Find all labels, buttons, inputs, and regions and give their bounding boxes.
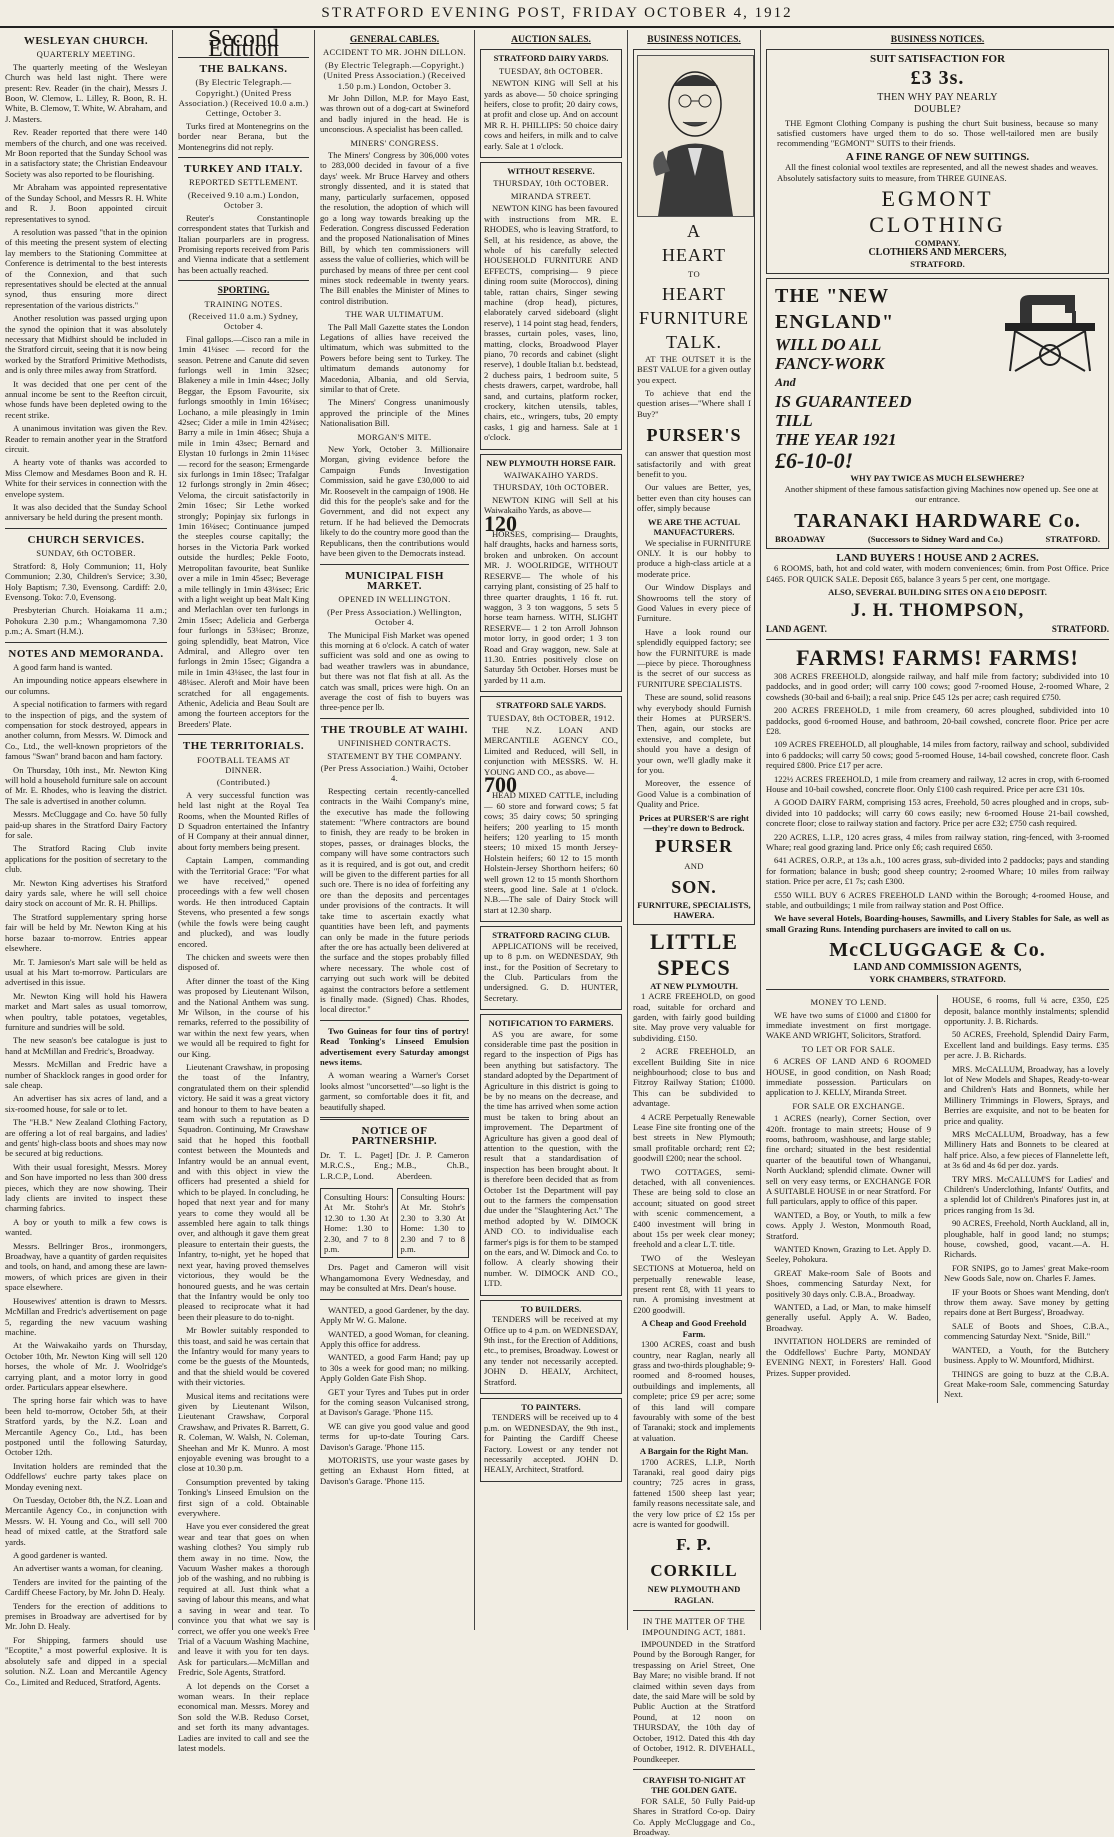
- fish-subheading: OPENED IN WELLINGTON.: [338, 594, 451, 605]
- note: On Tuesday, October 8th, the N.Z. Loan and Mercantile Agency Co., in conjunction with Messrs. W. H. Young and Co., will sell 700 head of mixed cattle, at the Stratford sale yards.: [5, 1495, 167, 1547]
- note: An advertiser wants a woman, for cleaning.: [13, 1563, 163, 1574]
- property-listing: 1700 ACRES, L.I.P., North Taranaki, real good dairy pigs country; 725 acres in grass, fattened 1500 sheep last year; family reasons necessitate sale, and the very low price of £2 15s per acre is wanted for goodwill.: [633, 1456, 755, 1529]
- new-england-line: THE YEAR 1921: [775, 430, 897, 450]
- new-england-line: FANCY-WORK: [775, 354, 885, 374]
- classified-ad: FOR SNIPS, go to James' great Make-room New Goods Sale, now on. Charles F. James.: [944, 1262, 1109, 1284]
- sporting-heading: SPORTING.: [217, 286, 270, 297]
- dairy-yards-date: TUESDAY, 8th OCTOBER.: [498, 65, 604, 76]
- thompson-name: J. H. THOMPSON,: [850, 599, 1025, 621]
- note: The new season's bee catalogue is just to hand at McMillan and Fredric's, Broadway.: [5, 1035, 167, 1056]
- purser-and: AND: [684, 861, 704, 872]
- ad-paragraph: We specialise in FURNITURE ONLY. It is our hobby to produce a high-class article at a moderate price.: [637, 537, 751, 579]
- services-date: SUNDAY, 6th OCTOBER.: [36, 548, 136, 559]
- wesleyan-heading: WESLEYAN CHURCH.: [23, 35, 149, 47]
- morgan-subheading: MORGAN'S MITE.: [357, 431, 432, 442]
- manufacturers-line: WE ARE THE ACTUAL MANUFACTURERS.: [647, 516, 741, 538]
- hardware-broadway: BROADWAY: [775, 533, 826, 544]
- classified-ad: WE can give you good value and good terms for up-to-date Touring Cars. Davison's Garage. 'Phone 115.: [320, 1420, 469, 1452]
- classified-ad: WE have two sums of £1000 and £1800 for immediate investment on first mortgage. WAKE AND WRIGHT, Solicitors, Stratford.: [766, 1009, 931, 1041]
- classified-ad: WANTED, a good Farm Hand; pay up to 30s a week for good man; no milking. Apply Golden Gate Fish Shop.: [320, 1352, 469, 1384]
- article-paragraph: A hearty vote of thanks was accorded to Miss Clemow and Mesdames Boon and R. H. White for their services in connection with the envelope system.: [5, 457, 167, 499]
- church-services-heading: CHURCH SERVICES.: [27, 533, 145, 546]
- article-paragraph: The quarterly meeting of the Wesleyan Church was held last night. There were present: Rev. Reader (in the chair), Messrs J. Boon, W. Clemow, L. Lilley, R. Boon, R. H. White, B. Clemow, T. White, W. Abraham, and J. Masters.: [5, 61, 167, 124]
- auction-heading: AUCTION SALES.: [511, 35, 591, 45]
- new-england-line: And: [775, 375, 796, 390]
- business-notices-heading-2: BUSINESS NOTICES.: [890, 35, 985, 45]
- note: With their usual foresight, Messrs. Morey and Son have imported no less than 300 dress pieces, which they are now showing. Their lady clients are invited to inspect these charming fabrics.: [5, 1161, 167, 1214]
- classified-ad: INVITATION HOLDERS are reminded of the Oddfellows' Euchre Party, MONDAY EVENING NEXT, in Foresters' Hall. Good Prizes. Supper provided.: [766, 1336, 931, 1378]
- without-reserve-text: NEWTON KING has been favoured with instructions from MR. E. RHODES, who is leaving Stratford, to Sell, at his residence, as above, the whole of his carefully selected HOUSEHOLD FURNITURE AND EFFECTS, comprising— 9 piece dining room suite (Moroccos), dining table, rattan chairs, Singer sewing machine (drop head), pictures, elaborately carved sideboard (slight reserve), 1 14 point stag head, fenders, brasses, curtain poles, vases, lino, matting, clocks, Broadwood Player piano, 70 records and cabinet (slight reserve), 1 double Italian b.t. bedstead, 2 duchess pairs, 1 bedroom suite, 5 chests drawers, carpet, wardrobe, hall sand, and curtains, platform rocker, crockery, kitchen utensils, tables, chairs, etc., wringers, tubs, 20 empty casks, 1 gig and harness. Sale at 1 o'clock.: [484, 203, 618, 443]
- article-paragraph: New York, October 3. Millionaire Morgan, giving evidence before the Campaign Funds Investigation Commission, said he gave £30,000 to aid Mr. Roosevelt in the campaign of 1908. He did this for the people's sake and for the Government, and did not expect any return. If he had believed the Democrats likely to do the country more good than the Republicans, then the contributions would have been given to the Democrats instead.: [320, 444, 469, 559]
- note: An advertiser has six acres of land, and a six-roomed house, for sale or to let.: [5, 1093, 167, 1114]
- consulting-hours-cameron: Consulting Hours: At Mr. Stohr's 2.30 to 3.30 At Home: 1.30 to 2.30 and 7 to 8 p.m.: [397, 1188, 470, 1258]
- ad-paragraph: These are sound, solid reasons why everybody should Furnish their Homes at PURSER'S. Then, again, our stocks are extensive, and complete, but should you have a design of your own, we'll gladly make it for you.: [637, 692, 751, 776]
- sale-yards-text: HEAD MIXED CATTLE, including— 60 store and forward cows; 5 fat cows; 35 dairy cows; 50 springing heifers; 200 yearling to 15 month heifers; 120 yearling to 15 month steers; 10 mixed 15 month Jersey-Holstein heifers; 60 12 to 15 month Holstein-Jersey Shorthorn heifers; 60 well grown 12 to 15 month Shorthorn steers, good line. Sale at 1 o'clock. N.B.—The sale of Dairy Stock will start at 12.30 sharp.: [484, 790, 618, 915]
- column-1: [0, 30, 172, 1687]
- note: Housewives' attention is drawn to Messrs. McMillan and Fredric's advertisement on page 5, regarding the new vacuum washing machine.: [5, 1295, 167, 1337]
- clothing-name: CLOTHING: [869, 212, 1006, 238]
- note: The "H.B." New Zealand Clothing Factory, are offering a lot of real bargains, and ladies' and gents' high-class boots and shoes may now be secured at big reductions.: [5, 1117, 167, 1159]
- ad-paragraph: Our values are Better, yes, better even than city houses can offer, simply because: [637, 482, 751, 514]
- column-3: [314, 30, 474, 1630]
- classifieds-right: [937, 995, 1109, 1403]
- note: For Shipping, farmers should use "Ecoptite," a most powerful explosive. It is absolutely safe and dipped in a special solution. N.Z. Loan and Mercantile Agency Co., Limited and Reduced, Stratford, Agents.: [5, 1634, 167, 1687]
- classified-ad: 6 ACRES OF LAND AND 6 ROOMED HOUSE, in good condition, on Nash Road; immediate possession. Particulars on application to J. KELLY, Miranda Street.: [766, 1056, 931, 1098]
- thompson-stratford: STRATFORD.: [1051, 623, 1109, 634]
- suit-text-2: All the finest colonial wool textiles are represented, and all the newest shades and weaves. Absolutely satisfactory suits to measure, from THREE GUINEAS.: [777, 162, 1098, 183]
- sale-yards-title: STRATFORD SALE YARDS.: [496, 700, 606, 711]
- note: Messrs. Bellringer Bros., ironmongers, Broadway, have a quantity of garden requisites and tools, on hand, and among these are lawn-mowers, of which prices are given in their space elsewhere.: [5, 1240, 167, 1293]
- suitings-line: A FINE RANGE OF NEW SUITINGS.: [845, 150, 1030, 163]
- farm-listing: 641 ACRES, O.R.P., at 13s a.h., 100 acres grass, sub-divided into 2 paddocks; pays and standing for formation; balance in bush; good sheep country; 2-roomed Whare; 10 miles from railway station. Price per acre, £1 7s; cash £300.: [766, 855, 1109, 887]
- land-buyers-text: 6 ROOMS, bath, hot and cold water, with modern conveniences; 6min. from Post Office. Price £465. FOR QUICK SALE. Deposit £65, balance 3 years 5 per cent, one mortgage.: [766, 563, 1109, 584]
- classified-ad: TRY MRS. McCALLUM'S for Ladies' and Children's Underclothing, Infants' Outfits, and a splendid lot of Children's Pinafores just in, at prices ranging from 1s 3d.: [944, 1173, 1109, 1215]
- note: Messrs. McMillan and Fredric have a number of Shacklock ranges in good order for sale cheap.: [5, 1059, 167, 1090]
- turkey-heading: TURKEY AND ITALY.: [184, 163, 303, 176]
- article-paragraph: Reuter's Constantinople correspondent states that Turkish and Italian pourparlers are in progress. Promising reports received from Paris and Vienna indicate that a settlement has been actually reached.: [178, 212, 309, 275]
- dairy-yards-text: NEWTON KING will Sell at his yards as above— 50 choice springing heifers, close to profit; 20 dairy cows, at profit and close up. And on account MR R. H. PHILLIPS: 50 choice dairy cows and heifers, in milk and to calve early. Sale at 1 o'clock.: [484, 78, 618, 151]
- property-listing: 2 ACRE FREEHOLD, an excellent Building Site in nice neighbourhood; close to bus and Fitzroy Railway Station; £1000. This can be subdivided to advantage.: [633, 1046, 755, 1109]
- article-paragraph: The chicken and sweets were then disposed of.: [178, 951, 309, 973]
- corkill-name: F. P. CORKILL: [650, 1535, 738, 1581]
- new-england-line: IS GUARANTEED: [775, 392, 912, 412]
- new-england-text: Another shipment of these famous satisfaction giving Machines now opened up. See one at our entrance.: [784, 483, 1099, 505]
- cattle-count: 700: [484, 772, 517, 797]
- classified-ad: GET your Tyres and Tubes put in order for the coming season Vulcanised strong, at Davison's Garage. 'Phone 115.: [320, 1386, 469, 1418]
- exchange-heading: FOR SALE OR EXCHANGE.: [792, 1100, 905, 1111]
- turkey-source: (Received 9.10 a.m.) London, October 3.: [187, 189, 300, 211]
- fish-market-heading: MUNICIPAL FISH MARKET.: [345, 569, 444, 592]
- farmers-title: NOTIFICATION TO FARMERS.: [488, 1018, 614, 1029]
- new-england-line: WILL DO ALL: [775, 335, 882, 355]
- farm-listing: 200 ACRES FREEHOLD, 1 mile from creamery, 60 acres ploughed, subdivided into 10 paddocks, good 6-roomed House, and bathroom, 20-bail cowshed, concrete floor. Price per acre £28.: [766, 705, 1109, 736]
- territorials-subheading: FOOTBALL TEAMS AT DINNER.: [197, 754, 290, 775]
- article-paragraph: Lieutenant Crawshaw, in proposing the toast of the Infantry, congratulated them on their splendid victory. He said it was a great victory and honour to them to have beaten a team with such a reputation as D Squadron. Continuing, Mr Crawshaw said that he hoped this football contest between the Mounteds and Infantry would be an annual event, and with this object in view the officers had presented a shield for which to be played. In concluding, he hoped that next year and for many years to come they would all be assembled here again to talk things over, and although it gave them great pleasure to entertain their guests, the Infantry, to-night, yet he hoped that next year, having proved themselves victorious, they would be the honoured guests, and he was certain that the Infantry would be only too pleased to reciprocate what it had been their pleasure to do to-night.: [178, 1061, 309, 1322]
- ad-paragraph: Have a look round our splendidly equipped factory; see how the FURNITURE is made—piece by piece. Thoroughness is the secret of our success as FURNITURE SPECIALISTS.: [637, 626, 751, 689]
- article-paragraph: The Miners' Congress by 306,000 votes to 283,000 decided in favour of a five days' week. Mr Bruce Harvey and others strongly dissented, and it is stated that many, particularly surfacemen, opposed the resolution, the adoption of which will go a long way towards breaking up the Federation. Congress discussed Federation and the proposed Nationalisation of Mines Bill, by which ten commissioners will assess the value of collieries, which will be purchased by means of three per cent cool mines stock redeemable in twenty years. The Bill enables the Minister of Mines to control distribution.: [320, 150, 469, 306]
- impounding-title: IN THE MATTER OF THE IMPOUNDING ACT, 1881.: [642, 1616, 746, 1637]
- classified-ad: WANTED, a good Gardener, by the day. Apply Mr W. G. Malone.: [320, 1304, 469, 1326]
- article-paragraph: Captain Lampen, commanding with the Territorial Grace: "For what we have received," opened proceedings with a few well chosen words. He then introduced Captain Stevens, who presented a few songs (while the fowls were being caught and plucked), and was loudly encored.: [178, 855, 309, 949]
- ad-paragraph: can answer that question most satisfactorily and with great benefit to you.: [637, 448, 751, 480]
- farm-listing: 122½ ACRES FREEHOLD, 1 mile from creamery and railway, 12 acres in crop, with 6-roomed House and 10-bail cowshed, concrete floor. Only £100 cash required. Price per acre £31 10s.: [766, 773, 1109, 794]
- cheap-farm-heading: A Cheap and Good Freehold Farm.: [641, 1318, 747, 1339]
- building-sites-line: ALSO, SEVERAL BUILDING SITES ON A £10 DEPOSIT.: [828, 587, 1047, 598]
- column-5: [627, 30, 760, 1837]
- painters-text: TENDERS will be received up to 4 p.m. on WEDNESDAY, the 9th inst., for Painting the Cardiff Cheese Factory. Lowest or any tender not necessarily accepted. JOHN D. HEALY, Architect, Stratford.: [484, 1412, 618, 1475]
- sewing-machine-illustration: [1000, 283, 1100, 373]
- property-listing: TWO of the Wesleyan SECTIONS at Motueroa, held on perpetually renewable lease, present rent £8, with 11 years to run. A promising investment at £200 goodwill.: [633, 1252, 755, 1315]
- horse-fair-lead: NEWTON KING will Sell at his Waiwakaiho Yards, as above—: [484, 494, 618, 516]
- sale-yards-date: TUESDAY, 8th OCTOBER, 1912.: [487, 712, 615, 723]
- article-paragraph: It was decided that one per cent of the annual income be sent to the Reefton circuit, whose funds have been depleted owing to the recent strike.: [5, 378, 167, 420]
- article-paragraph: Mr Bowler suitably responded to this toast, and said he was certain that the Infantry would for many years to come be the guests of the Mounteds, and that the shield would be covered with their victories.: [178, 1325, 309, 1388]
- purser-signature: PURSER: [654, 836, 733, 857]
- farm-listing: 220 ACRES, L.I.P., 120 acres grass, 4 miles from railway station, ring-fenced, with 3-roomed Whare; real good grazing land. Price only £6; cash required £650.: [766, 831, 1109, 853]
- masthead: STRATFORD EVENING POST, FRIDAY OCTOBER 4, 1912: [0, 0, 1114, 28]
- note: Mr. Newton King advertises his Stratford dairy yards sale, where he will sell choice dairy stock on account of Mr. R. H. Phillips.: [5, 877, 167, 909]
- hawera: HAWERA.: [673, 910, 715, 921]
- ad-paragraph: AT THE OUTSET it is the BEST VALUE for a given outlay you expect.: [637, 353, 751, 385]
- farmers-text: AS you are aware, for some considerable time past the position in regard to the inspection of Pigs has been anything but satisfactory. The standard adopted by the Department of Agriculture in this district is going to be by no means on the decrease, and the time has arrived when some action must be taken to bring about an improvement. The Department of Agriculture has given a good deal of attention to the question, with the result that a standardisation of inspection has been brought about. It is therefore been decided that as from October 1st the Department will pay out to the farmers the compensation due under the "Slaughtering Act." The method adopted by W. DIMOCK AND CO. to individualise each farmer's pigs is for them to be stamped on the ears, and W. Dimock and Co. to follow. A clearly showing their number. W. DIMOCK AND CO., LTD.: [484, 1028, 618, 1289]
- talk-word: TALK.: [665, 331, 723, 352]
- article-paragraph: Mr John Dillon, M.P. for Mayo East, was thrown out of a dog-cart at Swineford and badly injured in the head. He is unconscious. A specialist has been called.: [320, 93, 469, 135]
- classified-ad: WANTED, a Boy, or Youth, to milk a few cows. Apply J. Weston, Monmouth Road, Stratford.: [766, 1209, 931, 1241]
- farm-listing: £550 WILL BUY 6 ACRES FREEHOLD LAND within the Borough; 4-roomed House, and stable, and outbuildings; 1 mile from railway station and Post Office.: [766, 889, 1109, 911]
- note: The Stratford Racing Club invite applications for the position of secretary to the club.: [5, 843, 167, 875]
- miners-subheading: MINERS' CONGRESS.: [350, 137, 439, 148]
- sale-yards-lead: THE N.Z. LOAN AND MERCANTILE AGENCY CO., Limited and Reduced, will Sell, in conjunction with MESSRS. W. H. YOUNG AND CO., as above—: [484, 724, 618, 777]
- note: Messrs. McCluggage and Co. have 50 fully paid-up shares in the Stratford Dairy Factory for sale.: [5, 809, 167, 841]
- dairy-yards-title: STRATFORD DAIRY YARDS.: [493, 53, 609, 64]
- classified-ad: MRS. McCALLUM, Broadway, has a lovely lot of New Models and Shapes, Ready-to-wear and Children's Hats and Bonnets, while her Millinery Trimmings in Flowers, Sprays, and Berries are exquisite, and not to be beaten for price and quality.: [944, 1063, 1109, 1126]
- partnership-heading: NOTICE OF PARTNERSHIP.: [351, 1125, 438, 1148]
- mccluggage-agents: LAND AND COMMISSION AGENTS,: [853, 962, 1022, 974]
- note: The Stratford supplementary spring horse fair will be held by Mr. Newton King at his horse bazaar to-morrow. Entries appear elsewhere.: [5, 911, 167, 954]
- suit-line: SUIT SATISFACTION FOR: [869, 53, 1006, 66]
- egmont-stratford: STRATFORD.: [910, 258, 965, 269]
- builders-title: TO BUILDERS.: [520, 1303, 582, 1314]
- crayfish-ad: CRAYFISH TO-NIGHT AT THE GOLDEN GATE.: [642, 1774, 746, 1796]
- without-reserve-date: THURSDAY, 10th OCTOBER.: [493, 178, 609, 189]
- classified-ad: WANTED, a good Woman, for cleaning. Apply this office for address.: [320, 1328, 469, 1349]
- article-paragraph: Mr Abraham was appointed representative of the Sunday School, and Messrs R. H. White and R. J. Boon appointed circuit representatives to synod.: [5, 182, 167, 224]
- new-england-price: £6-10-0!: [775, 448, 854, 474]
- specs-word: SPECS: [657, 954, 731, 980]
- column-6: [760, 30, 1114, 1630]
- note: At the Waiwakaiho yards on Thursday, October 10th, Mr. Newton King will sell 120 horses, the whole of Mr. J. Woolridge's carrying plant, and a motor lorry in good order. Particulars appear elsewhere.: [5, 1340, 167, 1392]
- note: Tenders for the erection of additions to premises in Broadway are advertised for by Mr. John D. Healy.: [5, 1600, 167, 1632]
- property-listing: 1300 ACRES, coast and bush country, near Raglan, nearly all grass and two-thirds ploughable; 9-roomed and 8-roomed houses, outbuildings and implements, all complete; price £9 per acre; some of this land will compare favourably with some of the best of Taranaki; stock and implements at valuation.: [633, 1339, 755, 1443]
- classified-ad: 90 ACRES, Freehold, North Auckland, all in, ploughable, half in good land; no stumps; house, cowshed, good, vacant.—A. H. Richards.: [944, 1218, 1109, 1260]
- hardware-stratford: STRATFORD.: [1045, 533, 1100, 544]
- note: Mr. T. Jamieson's Mart sale will be held as usual at his Mart to-morrow. Particulars are advertised in this issue.: [5, 956, 167, 988]
- note: Mr. Newton King will hold his Hawera market and Mart sales as usual tomorrow, when poultry, table potatoes, vegetables, furniture and sundries will be sold.: [5, 990, 167, 1032]
- egmont-name: EGMONT: [881, 186, 994, 212]
- ad-paragraph: Our Window Displays and Showrooms tell the story of Good Values in every piece of Furniture.: [637, 582, 751, 624]
- property-listing: TWO COTTAGES, semi-detached, with all conveniences. These are being sold to close an account; situated on good street with scenic commencement, a £400 investment will bring in about 15s per week clear money; freehold and a clear L.T. title.: [633, 1166, 755, 1250]
- mccluggage-address: YORK CHAMBERS, STRATFORD.: [869, 973, 1006, 984]
- without-reserve-place: MIRANDA STREET.: [510, 190, 592, 201]
- territorials-heading: THE TERRITORIALS.: [182, 740, 305, 753]
- little-word: LITTLE: [650, 928, 738, 954]
- racing-club-title: STRATFORD RACING CLUB.: [492, 930, 610, 941]
- bargain-heading: A Bargain for the Right Man.: [639, 1446, 749, 1457]
- note: A good farm hand is wanted.: [13, 661, 113, 672]
- waihi-statement: STATEMENT BY THE COMPANY.: [327, 750, 462, 761]
- farm-listing: We have several Hotels, Boarding-houses, Sawmills, and Livery Stables for Sale, as well as small Grazing Runs. Intending purchasers are invited to call on us.: [766, 913, 1109, 934]
- article-paragraph: Musical items and recitations were given by Lieutenant Wilson, Lieutenant Crawshaw, Corporal Crawshaw, and Privates R. Barrett, G. R. Coleman, W. Walsh, N. Coleman, Sheehan and Mr K. Munro. A most enjoyable evening was brought to a close at 10.30 p.m.: [178, 1390, 309, 1474]
- balkans-heading: THE BALKANS.: [199, 62, 288, 75]
- horse-count: 120: [484, 510, 517, 536]
- farm-listing: 308 ACRES FREEHOLD, alongside railway, and half mile from factory; subdivided into 10 paddocks, and in good order; will carry 100 cows; good 7-roomed House, 2-roomed Whare, 2 cowsheds (30-bail and 6-bail); a real snip. Price £45 12s per acre; cash required £750.: [766, 670, 1109, 702]
- consulting-hours-paget: Consulting Hours: At Mr. Stohr's 12.30 to 1.30 At Home: 1.30 to 2.30, and 7 to 8 p.m.: [320, 1188, 393, 1258]
- note: A boy or youth to milk a few cows is wanted.: [5, 1216, 167, 1238]
- horse-fair-date: THURSDAY, 10th OCTOBER.: [493, 482, 609, 493]
- new-england-line: TILL: [775, 411, 813, 431]
- suit-double: DOUBLE?: [913, 104, 962, 116]
- classified-ad: HOUSE, 6 rooms, full ¼ acre, £350, £25 deposit, balance monthly instalments; splendid opportunity. J. B. Richards.: [944, 995, 1109, 1026]
- classified-ad: GREAT Make-room Sale of Boots and Shoes, commencing Saturday Next, for positively 30 days only. C.B.A., Broadway.: [766, 1267, 931, 1299]
- hardware-successors: (Successors to Sidney Ward and Co.): [867, 533, 1003, 544]
- article-paragraph: Final gallops.—Cisco ran a mile in 1min 41¼sec — record for the season. Petrene and Canute did seven furlongs well in 1min 32sec; Blakeney a mile in 1min 44sec; Jolly Beggar, the Epsom Favourite, six furlongs smoothly in 1min 16¼sec; Lochano, a mile pleasingly in 1min 42sec; Cider a mile in 1min 42¼sec; Barry a mile in 1min 46sec; Shuja a mile in 1min 43sec; Bernard and Elystan 10 furlongs in 2min 11¼sec — record for the season; Ermengarde six furlongs in 1min 18sec; Trafalgar 12 furlongs strongly in 2min 46sec; Veloma, the circuit satisfactorily in 2min 16sec; Sir Lethe worked strongly; Popinjay six furlongs in 1min 16¼sec; Continuance jumped the steeples course capitally; the horses in the Victoria Park worked outside the hurdles; Pekle Footo, Metropolitan favourite, beat Sunlike over a mile in 1min 45sec; Beverage a mile tellingly in 1min 43¼sec; Eric with a light weight up beat Malt King and Merlachlan over ten furlongs in 2min 15sec; Adelicia and Gerberga four furlongs in 53¼sec; Bronze, going splendidly, beat Matron, Vice Admiral, and Allegro over ten furlongs in 2min 15sec; Gigandra a mile in 1min 43¼sec, the last four in 48¼sec. Aleroft and Moir have been scratched for all engagements. Athenic, Adelicia and Beau Soult are among the fourteen acceptors for the Breeders' Plate.: [178, 333, 309, 729]
- classified-ad: 50 ACRES, Freehold, Splendid Dairy Farm, Excellent land and buildings. Easy terms. £35 per acre. J. B. Richards.: [944, 1029, 1109, 1061]
- notes-heading: NOTES AND MEMORANDA.: [8, 647, 164, 660]
- man-portrait-illustration: [637, 55, 754, 217]
- services-text: Stratford: 8, Holy Communion; 11, Holy Communion; 2.30, Children's Service; 3.30, Holy Baptism; 7.30, Evensong. Cardiff: 2.0, Evensong. Toko: 7.0, Evensong.: [5, 560, 167, 602]
- presbyterian-text: Presbyterian Church. Hoiakama 11 a.m.; Pohokura 2.30 p.m.; Whangamomona 7.30 p.m.; A. Smart (H.M.).: [5, 605, 167, 637]
- property-listing: 1 ACRE FREEHOLD, on good road, suitable for orchard and garden, with fairly good building site. May prove very valuable for subdividing. £150.: [633, 991, 755, 1043]
- note: A good gardener is wanted.: [13, 1550, 108, 1561]
- waihi-subheading: UNFINISHED CONTRACTS.: [337, 738, 452, 749]
- builders-text: TENDERS will be received at my Office up to 4 p.m. on WEDNESDAY, 9th inst., for the Erection of Additions, etc., to premises, Broadway. Lowest or any tender not necessarily accepted. JOHN D. HEALY, Architect, Stratford.: [484, 1314, 618, 1387]
- article-paragraph: It was also decided that the Sunday School anniversary be held during the present month.: [5, 502, 167, 523]
- horse-fair-text: HORSES, comprising— Draughts, half draughts, hacks and harness sorts, broken and unbroken. On account MR. J. WOOLRIDGE, WITHOUT RESERVE— The whole of his carrying plant, consisting of 25 half to three quarter draughts, 1 16 ft. rut. waggon, 3 3 ton waggons, 5 sets 5 horse team harness. WITH, SLIGHT RESERVE— 1 2 ton Arroll Johnson motor lorry, in good order; 1 3 ton Road and Gray waggon, new. Sale at 11.30. Entries positively close on Saturday 5th October. Horses must be yarded by 11 a.m.: [484, 529, 618, 685]
- new-england-title: THE "NEW ENGLAND": [775, 285, 895, 334]
- column-2: [172, 26, 314, 1753]
- balkans-source: (By Electric Telegraph.—Copyright.) (United Press Association.) (Received 10.0 a.m.) Cettinge, October 3.: [178, 77, 309, 119]
- cables-heading: GENERAL CABLES.: [349, 35, 440, 45]
- sporting-source: (Received 11.0 a.m.) Sydney, October 4.: [188, 310, 299, 332]
- classified-ad: 1 ACRES (nearly), Corner Section, over 420ft. frontage to main streets; House of 9 rooms, bathroom, washhouse, and large stable; fine orchard; situated in the best residential quarter of the beautiful town of Whanganui, North Auckland; splendid climate. Owner will sell on very easy terms, or EXCHANGE FOR A SUITABLE HOUSE in or near Stratford. For full particulars, apply to office of this paper.: [766, 1113, 931, 1207]
- classified-ad: THINGS are going to buzz at the C.B.A. Great Make-room Sale, commencing Saturday Next.: [944, 1368, 1109, 1400]
- corset-notice: A woman wearing a Warner's Corset looks almost "uncorsetted"—so light is the garment, so comfortable does it fit, and beautifully shaped.: [320, 1070, 469, 1112]
- furniture-specialists: FURNITURE, SPECIALISTS,: [637, 899, 751, 910]
- classified-ad: IF your Boots or Shoes want Mending, don't throw them away. Save money by getting repairs done at Bert Burgess', Broadway.: [944, 1286, 1109, 1318]
- fish-source: (Per Press Association.) Wellington, October 4.: [327, 606, 462, 628]
- farms-heading: FARMS! FARMS! FARMS!: [796, 644, 1079, 670]
- note: Tenders are invited for the painting of the Cardiff Cheese Factory, by Mr. John D. Healy.: [5, 1576, 167, 1598]
- quarterly-subheading: QUARTERLY MEETING.: [36, 49, 136, 60]
- horse-fair-place: WAIWAKAIHO YARDS.: [503, 470, 599, 481]
- waihi-heading: THE TROUBLE AT WAIHI.: [321, 723, 468, 736]
- egmont-company: COMPANY.: [914, 238, 961, 249]
- mccluggage-name: McCLUGGAGE & Co.: [829, 939, 1046, 962]
- business-notices-heading: BUSINESS NOTICES.: [647, 35, 741, 45]
- heart-word-2: HEART: [662, 283, 726, 304]
- article-paragraph: Respecting certain recently-cancelled contracts in the Waihi Company's mine, the executive has made the following statement: "Where contractors are bound to finish, they are ready to be broken in stopes, passes, or drainages blocks, the company will have some contractors such as it is required, and is got out, and credit will be given to the different parties for all such ore. There is no idea of forfeiting any ore than the deposits and percentages under provisions of the contracts. It will take time to ascertain exactly what quantities have been left, and payments can only be made in the future periods after the ore has actually been delivered at the surface and the stopes probably filled where necessary. The whole cost of carrying out such work will be debited against the contractors before a settlement is finally made. (Signed) Chas. Rhodes, local director.": [320, 785, 469, 1015]
- classified-ad: MOTORISTS, use your waste gases by getting an Exhaust Horn fitted, at Davison's Garage. 'Phone 115.: [320, 1454, 469, 1486]
- property-listing: 4 ACRE Perpetually Renewable Lease Fine site fronting one of the best streets in New Plymouth; small profitable orchard; rent £2; goodwill £200; near the school.: [633, 1111, 755, 1164]
- purser-son: SON.: [671, 876, 717, 897]
- heart-to: TO: [688, 269, 700, 280]
- article-paragraph: Consumption prevented by taking Tonking's Linseed Emulsion on the first sign of a cold. Obtainable everywhere.: [178, 1476, 309, 1519]
- suit-text: THE Egmont Clothing Company is pushing the churt Suit business, because so many satisfied customers have urged them to do so. Those well-tailored men are busily recommending "EGMONT" SUITS to their friends.: [777, 117, 1098, 149]
- note: A special notification to farmers with regard to the inspection of pigs, and the system of compensation for stock destroyed, appears in another column, from Messrs. W. Dimock and Co., Ltd., the well-known proprietors of the famous "Swan" brand bacon and ham factory.: [5, 699, 167, 762]
- classified-ad: SALE of Boots and Shoes, C.B.A., commencing Saturday Next. "Snide, Bill.": [944, 1320, 1109, 1342]
- sporting-subheading: TRAINING NOTES.: [204, 298, 283, 309]
- article-paragraph: The Miners' Congress unanimously approved the principle of the Mines Nationalisation Bill.: [320, 397, 469, 429]
- doctor-cameron: [Dr. J. P. Cameron M.B., Ch.B., Aberdeen.: [396, 1149, 469, 1181]
- classifieds-left: [766, 995, 931, 1403]
- specs-location: AT NEW PLYMOUTH.: [650, 980, 738, 991]
- ad-paragraph: To achieve that end the question arises—"Where shall I Buy?": [637, 388, 751, 419]
- suit-why: THEN WHY PAY NEARLY: [877, 91, 998, 103]
- note: Invitation holders are reminded that the Oddfellows' euchre party takes place on Monday evening next.: [5, 1460, 167, 1492]
- suit-price: £3 3s.: [910, 66, 965, 89]
- farm-listing: 109 ACRES FREEHOLD, all ploughable, 14 miles from factory, railway and school, subdivided into 6 paddocks; will carry 50 cows; good 5-roomed House, 14-bail cowshed, concrete floor. Cash required £800. Price £17 per acre.: [766, 739, 1109, 771]
- classified-ad: MRS McCALLUM, Broadway, has a few Millinery Hats and Bonnets to be cleared at half price. Also, a few pieces of Flannelette left, at 3s 6d and 4s 6d per doz. yards.: [944, 1128, 1109, 1171]
- classified-ad: WANTED Known, Grazing to Let. Apply D. Seeley, Pohokura.: [766, 1244, 931, 1265]
- without-reserve-title: WITHOUT RESERVE.: [507, 166, 595, 177]
- doctor-paget: Dr. T. L. Paget] M.R.C.S., Eng.; L.R.C.P., Lond.: [320, 1149, 393, 1181]
- territorials-source: (Contributed.): [216, 777, 271, 788]
- article-paragraph: Rev. Reader reported that there were 140 members of the church, and one was received. Mr Boon reported that the Sunday School was in a satisfactory state; the Christian Endeavour Society was also reported to be flourishing.: [5, 127, 167, 179]
- classified-ad: WANTED, a Youth, for the Butchery business. Apply to W. Mountford, Midhirst.: [944, 1344, 1109, 1366]
- article-paragraph: Turks fired at Montenegrins on the border near Berana, but the Montenegrins did not reply.: [178, 120, 309, 152]
- prize-notice: Two Guineas for four tins of portry! Read Tonking's Linseed Emulsion advertisement every Saturday amongst news items.: [320, 1025, 469, 1067]
- article-paragraph: The Pall Mall Gazette states the London Legations of allies have received the ultimatum, which was submitted to the Powers before being sent to Turkey. The ultimatum demands autonomy for Macedonia, Albania, and old Servia, similar to that of Crete.: [320, 321, 469, 394]
- article-paragraph: A lot depends on the Corset a woman wears. In their replace economical man. Messrs. Morey and Son sold the W.B. Reduso Corset, and set forth its many advantages. Ladies are invited to call and see the latest models.: [178, 1680, 309, 1753]
- egmont-clothiers: CLOTHIERS AND MERCERS,: [868, 247, 1007, 259]
- horse-fair-title: NEW PLYMOUTH HORSE FAIR.: [486, 457, 616, 468]
- painters-title: TO PAINTERS.: [521, 1401, 581, 1412]
- article-paragraph: A very successful function was held last night at the Royal Tea Rooms, when the Mounted Rifles of D Squadron entertained the Infantry of H Company at their annual dinner, about forty members being present.: [178, 789, 309, 852]
- ad-paragraph: Moreover, the essence of Good Value is a combination of Quality and Price.: [637, 778, 751, 810]
- money-heading: MONEY TO LEND.: [810, 997, 887, 1008]
- to-let-heading: TO LET OR FOR SALE.: [801, 1043, 896, 1054]
- article-paragraph: Have you ever considered the great wear and tear that goes on when washing clothes? You simply rub them away in no time. Now, the Vacuum Washer makes a thorough job of the washing, and no rubbing is required at all. Just think what a saving of labour this means, and what a saving in wear and tear. To convince you that what we say is correct, we offer you one week's Free Trial of a Vacuum Washing Machine, and leave it with you for ten days. Ask for particulars.—McMillan and Fredric, Sole Agents, Stratford.: [178, 1521, 309, 1678]
- waihi-source: (Per Press Association.) Waihi, October 4.: [320, 763, 469, 784]
- prices-line: Prices at PURSER'S are right —they're down to Bedrock.: [639, 812, 749, 834]
- thompson-land-agent: LAND AGENT.: [766, 623, 827, 634]
- pursers-name: PURSER'S: [646, 425, 742, 446]
- accident-subheading: ACCIDENT TO MR. JOHN DILLON.: [322, 47, 467, 58]
- second-edition-title: Second Edition: [178, 34, 309, 58]
- article-paragraph: After dinner the toast of the King was proposed by Lieutenant Wilson, and the National Anthem was sung. Mr Wilson, in the course of his remarks, referred to the possibility of war within the next few years, when we would all be required to fight for our King.: [178, 975, 309, 1059]
- new-england-why: WHY PAY TWICE AS MUCH ELSEWHERE?: [850, 473, 1025, 484]
- turkey-subheading: REPORTED SETTLEMENT.: [189, 177, 298, 188]
- accident-source: (By Electric Telegraph.—Copyright.) (United Press Association.) (Received 1.50 p.m.) London, October 3.: [323, 59, 466, 91]
- land-buyers-heading: LAND BUYERS ! HOUSE AND 2 ACRES.: [836, 551, 1039, 564]
- corkill-sub: NEW PLYMOUTH AND RAGLAN.: [647, 1584, 741, 1605]
- heart-a: A: [687, 221, 701, 242]
- article-paragraph: A unanimous invitation was given the Rev. Reader to remain another year in the Stratford circuit.: [5, 423, 167, 455]
- farm-listing: A GOOD DAIRY FARM, comprising 153 acres, Freehold, 50 acres ploughed and in crops, sub-divided into 10 paddocks; will carry 60 cows easily; new 6-roomed House 21-bail cowshed, concrete floor; close to railway station and factory. Price per acre £32; £750 cash required.: [766, 797, 1109, 829]
- note: On Thursday, 10th inst., Mr. Newton King will hold a household furniture sale on account of Mr. E. Rhodes, who is leaving the district. The sale is advertised in another column.: [5, 764, 167, 806]
- shares-ad: FOR SALE, 50 Fully Paid-up Shares in Stratford Co-op. Dairy Co. Apply McCluggage and Co., Broadway.: [633, 1795, 755, 1837]
- article-paragraph: A resolution was passed "that in the opinion of this meeting the present system of electing lay members to the Stationing Committee at Conference is detrimental to the best interests of the Connexion, and that such representatives should be elected at the annual synod, thus ensuring more direct representation of the various districts.": [5, 226, 167, 310]
- article-paragraph: The Municipal Fish Market was opened this morning at 6 o'clock. A catch of water sufficient was sold and one as owing to bad weather trawlers was in abundance, but there was not flat fish at all. As the catch was small, prices were high. On an average the cost of fish to buyers was three-pence per lb.: [320, 629, 469, 713]
- partnership-text: Drs. Paget and Cameron will visit Whangamomona Every Wednesday, and may be consulted at Mrs. Dean's house.: [320, 1262, 469, 1294]
- war-subheading: THE WAR ULTIMATUM.: [345, 309, 444, 320]
- taranaki-hardware: TARANAKI HARDWARE Co.: [794, 509, 1081, 532]
- note: The spring horse fair which was to have been held to-morrow, October 5th, at their Stratford yards, by the N.Z. Loan and Mercantile Agency Co., Ltd., has been postponed until the following Saturday, October 12th.: [5, 1395, 167, 1458]
- article-paragraph: Another resolution was passed urging upon the synod the opinion that it was absolutely necessary that Midhirst should be included in the Stratford circuit, seeing that it is now being worked by the Stratford Primitive Methodists, and is only three miles away from Stratford.: [5, 313, 167, 376]
- note: An impounding notice appears elsewhere in our columns.: [5, 675, 167, 696]
- classified-ad: WANTED, a Lad, or Man, to make himself generally useful. Apply A. W. Badeo, Broadway.: [766, 1302, 931, 1333]
- heart-word: HEART: [662, 245, 726, 266]
- column-4: [474, 30, 627, 1630]
- impounding-text: IMPOUNDED in the Stratford Pound by the Borough Ranger, for trespassing on Ariel Street, One Bay Mare; no visible brand. If not claimed within seven days from date, the said Mare will be sold by Public Auction at the Stratford Pound, at 12 noon on THURSDAY, the 10th day of October, 1912. Dated this 4th day of October, 1912. R. DIVEHALL, Poundkeeper.: [633, 1639, 755, 1764]
- furniture-word: FURNITURE: [638, 307, 749, 328]
- racing-club-text: APPLICATIONS will be received, up to 8 p.m. on WEDNESDAY, 9th inst., for the Position of Secretary to the Club. Particulars from the undersigned. G. D. HUNTER, Secretary.: [484, 940, 618, 1003]
